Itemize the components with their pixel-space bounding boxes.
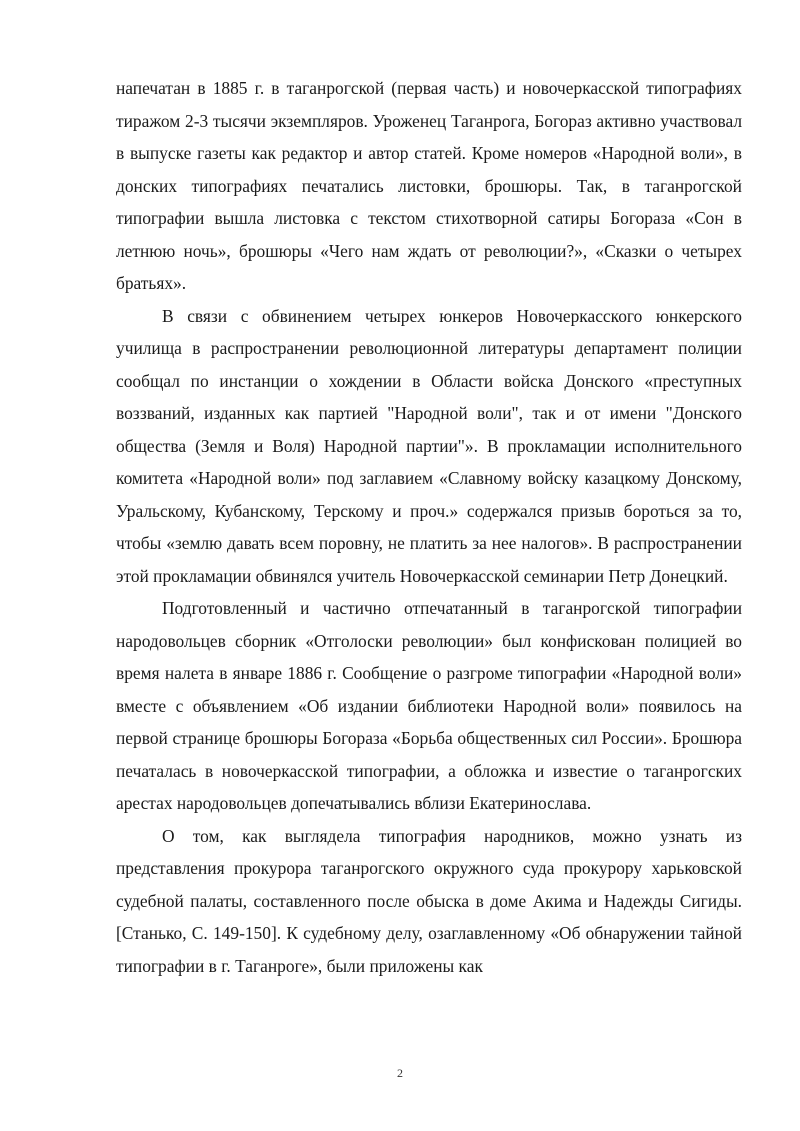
- paragraph-continuation: напечатан в 1885 г. в таганрогской (первая часть) и новочеркасской типографиях тиражом 2-3 тысячи экземпляров. Уроженец Таганрога, Богораз активно участвовал в выпуске газеты как редактор и автор статей. Кроме номеров «Народной воли», в донских типографиях печатались листовки, брошюры. Так, в таганрогской типографии вышла листовка с текстом стихотворной сатиры Богораза «Сон в летнюю ночь», брошюры «Чего нам ждать от революции?», «Сказки о четырех братьях».: [116, 78, 742, 293]
- paragraph-collection: Подготовленный и частично отпечатанный в таганрогской типографии народовольцев сборник «Отголоски революции» был конфискован полицией во время налета в январе 1886 г. Сообщение о разгроме типографии «Народной воли» вместе с объявлением «Об издании библиотеки Народной воли» появилось на первой странице брошюры Богораза «Борьба общественных сил России». Брошюра печаталась в новочеркасской типографии, а обложка и известие о таганрогских арестах народовольцев допечатывались вблизи Екатеринослава.: [116, 598, 742, 813]
- paragraph-junkers: В связи с обвинением четырех юнкеров Новочеркасского юнкерского училища в распространении революционной литературы департамент полиции сообщал по инстанции о хождении в Области войска Донского «преступных воззваний, изданных как партией "Народной воли", так и от имени "Донского общества (Земля и Воля) Народной партии"». В прокламации исполнительного комитета «Народной воли» под заглавием «Славному войску казацкому Донскому, Уральскому, Кубанскому, Терскому и проч.» содержался призыв бороться за то, чтобы «землю давать всем поровну, не платить за нее налогов». В распространении этой прокламации обвинялся учитель Новочеркасской семинарии Петр Донецкий.: [116, 305, 742, 586]
- page-number: 2: [397, 1066, 403, 1080]
- paragraph-printing-house: О том, как выглядела типография народников, можно узнать из представления прокурора таганрогского окружного суда прокурору харьковской судебной палаты, составленного после обыска в доме Акима и Надежды Сигиды. [Станько, С. 149-150]. К судебному делу, озаглавленному «Об обнаружении тайной типографии в г. Таганроге», были приложены как: [116, 825, 742, 976]
